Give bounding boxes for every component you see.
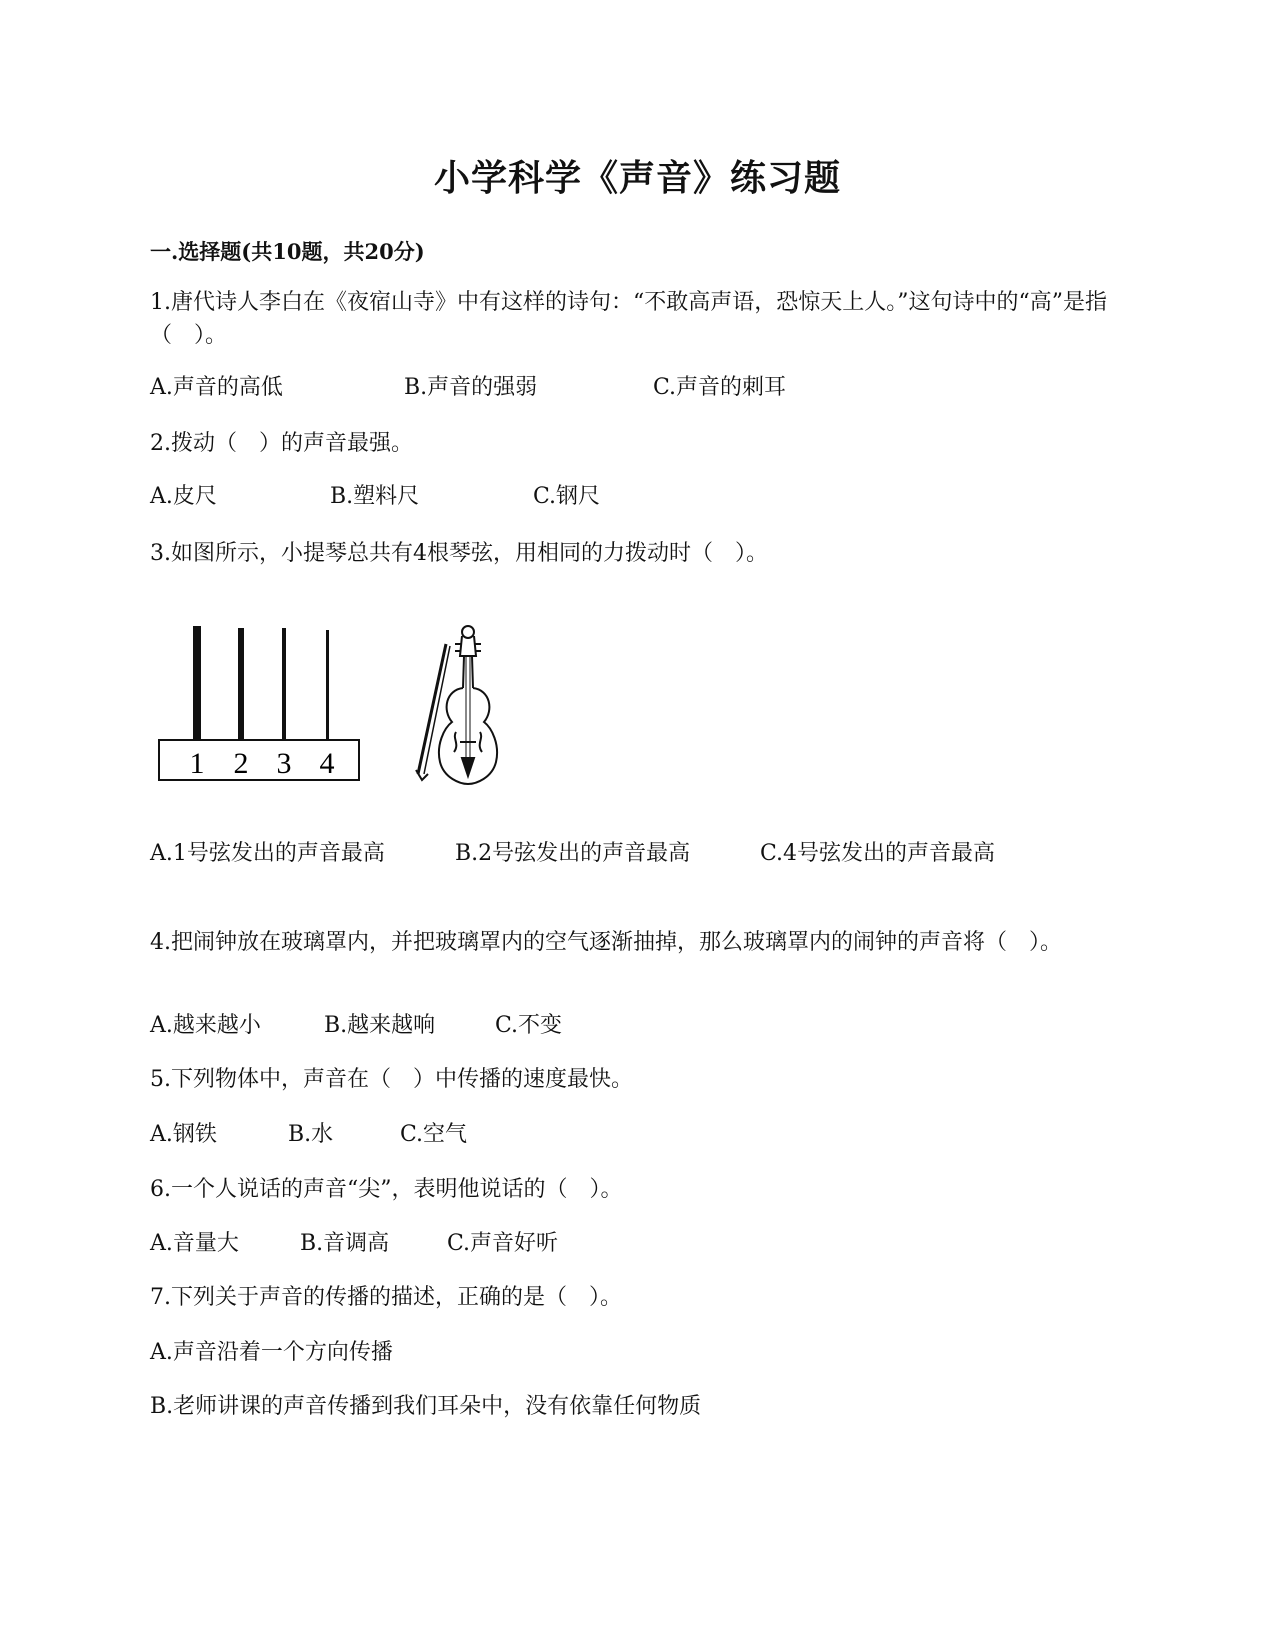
violin-figure-svg: [150, 620, 550, 820]
question-6-option-a: A.音量大: [150, 1231, 239, 1256]
question-5-option-c: C.空气: [400, 1122, 468, 1147]
question-6-option-b: B.音调高: [300, 1231, 390, 1256]
string-2: [238, 628, 244, 740]
string-1: [193, 626, 201, 740]
question-5: 5.下列物体中，声音在（ ）中传播的速度最快。: [150, 1067, 633, 1092]
string-number-1: 1: [189, 747, 205, 780]
violin-icon: [416, 626, 497, 784]
question-4: 4.把闹钟放在玻璃罩内，并把玻璃罩内的空气逐渐抽掉，那么玻璃罩内的闹钟的声音将（ ）。: [150, 930, 1062, 955]
string-number-4: 4: [319, 747, 335, 780]
question-7-option-a: A.声音沿着一个方向传播: [150, 1340, 393, 1365]
question-6: 6.一个人说话的声音“尖”，表明他说话的（ ）。: [150, 1177, 623, 1202]
question-3-option-b: B.2号弦发出的声音最高: [455, 841, 691, 866]
question-1: 1.唐代诗人李白在《夜宿山寺》中有这样的诗句：“不敢高声语，恐惊天上人。”这句诗中的“高”是指（ ）。: [150, 290, 1107, 348]
question-7: 7.下列关于声音的传播的描述，正确的是（ ）。: [150, 1285, 622, 1310]
question-5-option-b: B.水: [288, 1122, 334, 1147]
violin-strings-figure: [150, 620, 550, 820]
page-title: 小学科学《声音》练习题: [433, 157, 841, 199]
question-3-option-a: A.1号弦发出的声音最高: [150, 841, 385, 866]
question-4-option-a: A.越来越小: [150, 1013, 261, 1038]
string-3: [282, 628, 286, 740]
section-heading: 一.选择题(共10题，共20分): [150, 239, 425, 264]
question-2: 2.拨动（ ）的声音最强。: [150, 431, 413, 456]
question-3-option-c: C.4号弦发出的声音最高: [760, 841, 996, 866]
string-number-3: 3: [276, 747, 292, 780]
question-2-option-b: B.塑料尺: [330, 484, 420, 509]
question-2-option-c: C.钢尺: [533, 484, 601, 509]
string-number-2: 2: [233, 747, 249, 780]
question-1-option-a: A.声音的高低: [150, 375, 283, 400]
question-6-option-c: C.声音好听: [447, 1231, 559, 1256]
question-5-option-a: A.钢铁: [150, 1122, 217, 1147]
question-1-option-c: C.声音的刺耳: [653, 375, 787, 400]
question-7-option-b: B.老师讲课的声音传播到我们耳朵中，没有依靠任何物质: [150, 1394, 702, 1419]
question-2-option-a: A.皮尺: [150, 484, 217, 509]
string-4: [326, 630, 329, 740]
question-1-option-b: B.声音的强弱: [404, 375, 538, 400]
question-4-option-c: C.不变: [495, 1013, 563, 1038]
question-3: 3.如图所示，小提琴总共有4根琴弦，用相同的力拨动时（ ）。: [150, 541, 768, 566]
question-4-option-b: B.越来越响: [324, 1013, 436, 1038]
